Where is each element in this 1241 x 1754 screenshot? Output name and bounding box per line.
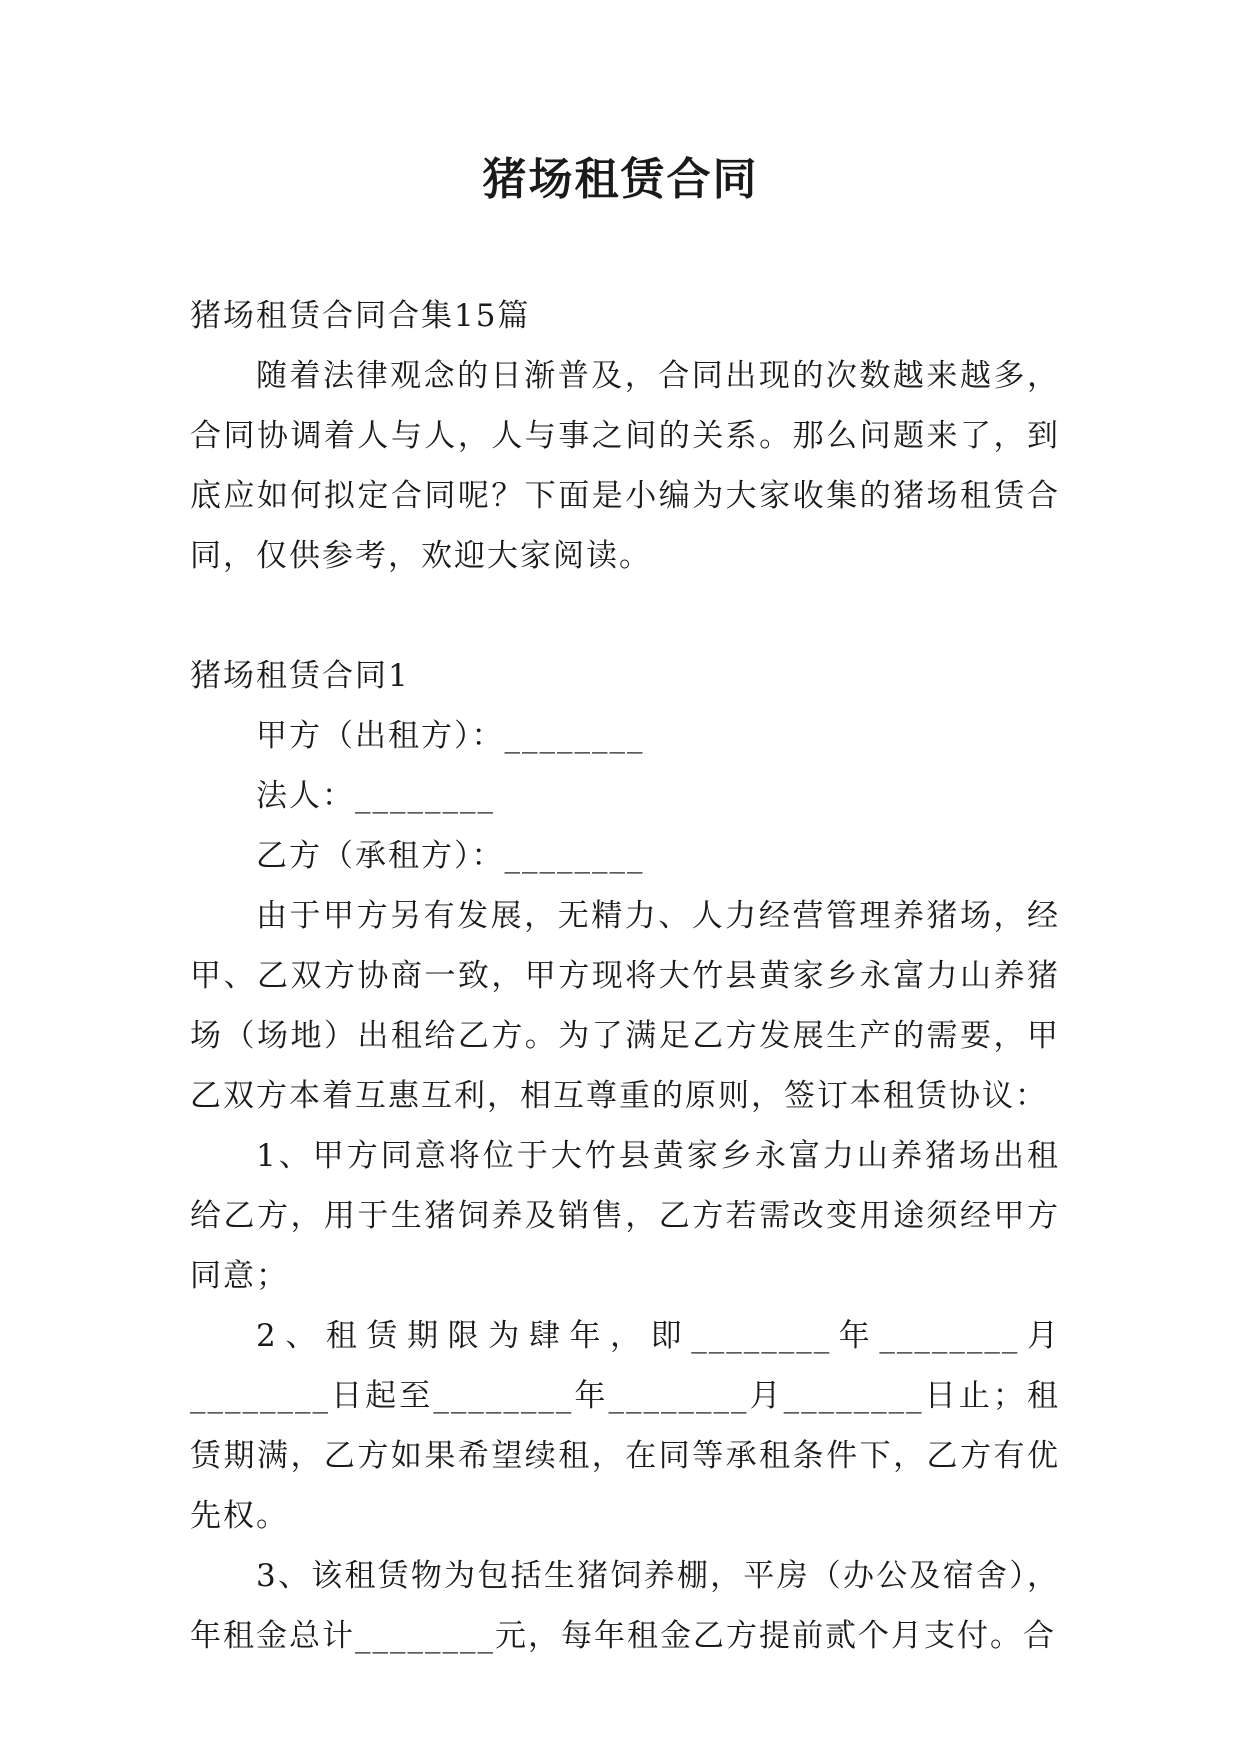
paragraph-gap: [190, 586, 1060, 646]
collection-subtitle: 猪场租赁合同合集15篇: [190, 298, 531, 334]
legal-person-line: 法人：________: [256, 778, 495, 814]
document-body: [190, 286, 1060, 1666]
party-b-line: 乙方（承租方）：________: [256, 838, 645, 874]
party-a-line: 甲方（出租方）：________: [256, 718, 645, 754]
intro-paragraph: 随着法律观念的日渐普及，合同出现的次数越来越多，合同协调着人与人，人与事之间的关系。那么问题来了，到底应如何拟定合同呢？下面是小编为大家收集的猪场租赁合同，仅供参考，欢迎大家阅读。: [190, 358, 1060, 574]
clause-1: 1、甲方同意将位于大竹县黄家乡永富力山养猪场出租给乙方，用于生猪饲养及销售，乙方若需改变用途须经甲方同意；: [190, 1138, 1060, 1294]
section-heading: 猪场租赁合同1: [190, 658, 410, 694]
preamble-paragraph: 由于甲方另有发展，无精力、人力经营管理养猪场，经甲、乙双方协商一致，甲方现将大竹县黄家乡永富力山养猪场（场地）出租给乙方。为了满足乙方发展生产的需要，甲乙双方本着互惠互利，相互尊重的原则，签订本租赁协议：: [190, 898, 1060, 1114]
document-title: 猪场租赁合同: [482, 154, 759, 205]
clause-3: 3、该租赁物为包括生猪饲养棚，平房（办公及宿舍），年租金总计________元，每年租金乙方提前贰个月支付。合: [190, 1558, 1060, 1654]
clause-2: 2、租赁期限为肆年，即________年________月________日起至________年________月________日止；租赁期满，乙方如果希望续租，在同等承租条件下，乙方有优先权。: [190, 1318, 1060, 1534]
